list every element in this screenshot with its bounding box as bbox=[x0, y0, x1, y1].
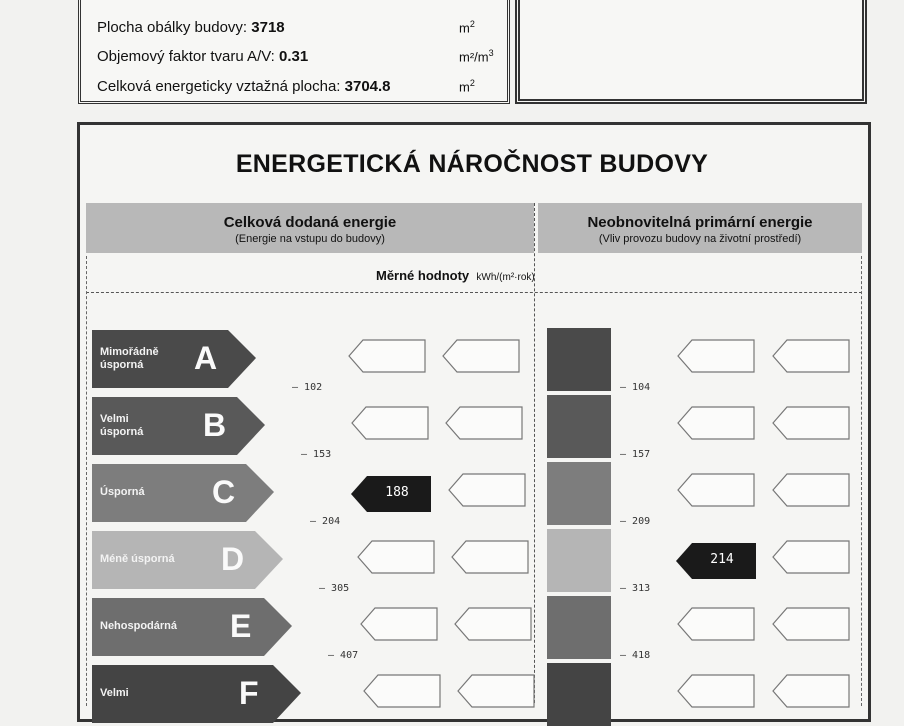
info-row-envelope: Plocha obálky budovy: 3718 bbox=[97, 19, 285, 36]
class-name-line1: Nehospodárná bbox=[100, 620, 178, 632]
threshold-delivered: — 305 bbox=[319, 583, 349, 594]
units-unit: kWh/(m²·rok) bbox=[476, 272, 535, 283]
column-subheading: (Energie na vstupu do budovy) bbox=[235, 233, 385, 245]
empty-class-box bbox=[453, 606, 533, 642]
empty-class-box bbox=[771, 405, 851, 441]
empty-class-box bbox=[771, 673, 851, 709]
units-label: Měrné hodnoty bbox=[376, 268, 470, 283]
class-name-line2: úsporná bbox=[100, 426, 144, 438]
building-info-box bbox=[78, 0, 510, 104]
primary-bar-segment bbox=[547, 663, 611, 726]
indicator-value: 214 bbox=[710, 552, 734, 567]
class-name-line1: Mimořádně bbox=[100, 346, 159, 358]
class-letter: C bbox=[212, 474, 236, 510]
threshold-delivered: — 153 bbox=[301, 449, 331, 460]
empty-class-box bbox=[676, 673, 756, 709]
empty-class-box bbox=[771, 539, 851, 575]
primary-bar-segment bbox=[547, 529, 611, 592]
class-name bbox=[100, 413, 143, 439]
column-heading: Neobnovitelná primární energie bbox=[587, 214, 813, 231]
empty-class-box bbox=[771, 338, 851, 374]
empty-class-box bbox=[356, 539, 436, 575]
column-divider bbox=[534, 203, 535, 703]
column-header-primary bbox=[538, 203, 862, 253]
class-name bbox=[100, 346, 159, 372]
threshold-primary: — 104 bbox=[620, 382, 650, 393]
threshold-delivered: — 204 bbox=[310, 516, 340, 527]
class-name-line1: Úsporná bbox=[100, 486, 145, 498]
empty-class-box bbox=[347, 338, 427, 374]
primary-energy-indicator bbox=[676, 543, 756, 579]
empty-class-box bbox=[676, 405, 756, 441]
delivered-energy-indicator bbox=[351, 476, 431, 512]
class-letter: A bbox=[194, 340, 218, 376]
class-name-line1: Méně úsporná bbox=[100, 553, 175, 565]
class-name-line1: Velmi bbox=[100, 413, 129, 425]
right-border bbox=[861, 256, 862, 706]
threshold-delivered: — 407 bbox=[328, 650, 358, 661]
class-name-line2: úsporná bbox=[100, 359, 144, 371]
threshold-primary: — 209 bbox=[620, 516, 650, 527]
class-letter: D bbox=[221, 541, 245, 577]
column-subheading: (Vliv provozu budovy na životní prostředí) bbox=[598, 233, 802, 245]
class-arrow-a bbox=[92, 328, 258, 388]
empty-class-box bbox=[359, 606, 439, 642]
empty-class-box bbox=[676, 338, 756, 374]
info-unit-envelope: $m^2$ bbox=[459, 19, 475, 36]
empty-class-box bbox=[350, 405, 430, 441]
threshold-delivered: — 102 bbox=[292, 382, 322, 393]
page-title: ENERGETICKÁ NÁROČNOST BUDOVY bbox=[235, 150, 709, 178]
class-letter: B bbox=[203, 407, 227, 443]
primary-bar-segment bbox=[547, 328, 611, 391]
info-row-shape-factor: Objemový faktor tvaru A/V: 0.31 bbox=[97, 48, 309, 65]
empty-class-box bbox=[676, 606, 756, 642]
empty-class-box bbox=[362, 673, 442, 709]
side-empty-box bbox=[515, 0, 867, 104]
empty-class-box bbox=[771, 606, 851, 642]
primary-bar-segment bbox=[547, 395, 611, 458]
info-row-reference-area: Celková energeticky vztažná plocha: 3704.8 bbox=[97, 78, 391, 95]
class-arrow-c bbox=[92, 462, 276, 522]
empty-class-box bbox=[441, 338, 521, 374]
empty-class-box bbox=[456, 673, 536, 709]
column-header-delivered bbox=[86, 203, 534, 253]
empty-class-box bbox=[444, 405, 524, 441]
empty-class-box bbox=[447, 472, 527, 508]
units-row bbox=[86, 256, 862, 293]
left-border bbox=[86, 256, 87, 706]
class-arrow-f bbox=[92, 663, 303, 723]
indicator-value: 188 bbox=[385, 485, 409, 500]
class-letter: F bbox=[239, 675, 259, 711]
empty-class-box bbox=[676, 472, 756, 508]
threshold-primary: — 418 bbox=[620, 650, 650, 661]
threshold-primary: — 157 bbox=[620, 449, 650, 460]
class-arrow-b bbox=[92, 395, 267, 455]
column-heading: Celková dodaná energie bbox=[223, 214, 397, 231]
empty-class-box bbox=[771, 472, 851, 508]
class-arrow-e bbox=[92, 596, 294, 656]
class-letter: E bbox=[230, 608, 252, 644]
primary-bar-segment bbox=[547, 596, 611, 659]
info-unit-shape-factor: $m^2/m^3$ bbox=[459, 48, 494, 65]
empty-class-box bbox=[450, 539, 530, 575]
class-arrow-d bbox=[92, 529, 285, 589]
primary-bar-segment bbox=[547, 462, 611, 525]
info-unit-reference-area: $m^2$ bbox=[459, 78, 475, 95]
class-name bbox=[100, 486, 145, 499]
threshold-primary: — 313 bbox=[620, 583, 650, 594]
class-name bbox=[100, 620, 177, 633]
class-name bbox=[100, 553, 175, 566]
class-name-line1: Velmi bbox=[100, 687, 129, 699]
